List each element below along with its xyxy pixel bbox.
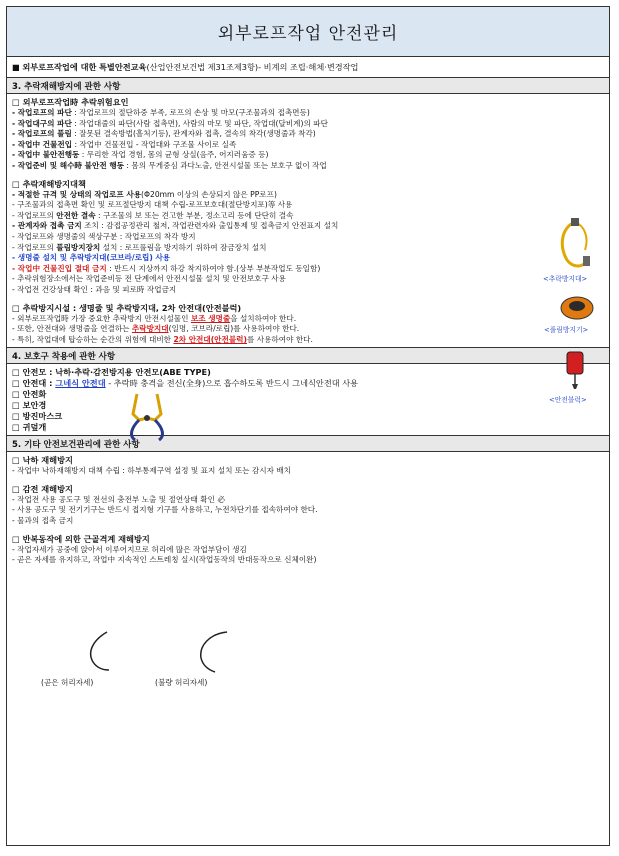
measure-8-red: - 작업中 건물진입 절대 금지 — [12, 263, 107, 273]
msd-line-2: - 곧은 자세를 유지하고, 작업中 지속적인 스트레칭 실시(작업동작의 반대동작으로 신체이완) — [12, 555, 317, 565]
cause-line — [12, 108, 604, 119]
section3-heading: 3. 추락재해방지에 관한 사항 — [7, 78, 609, 94]
measure-3-post: : 구조물의 보 또는 견고한 부분, 정소고리 등에 단단히 결속 — [95, 210, 294, 220]
facility-title: □ 추락방지시설 : 생명줄 및 추락방지대, 2차 안전대(안전블럭) — [12, 302, 242, 313]
facility-line-2 — [12, 324, 604, 335]
measure-line-6 — [12, 243, 604, 254]
causes-title: □ 외부로프작업時 추락위험요인 — [12, 97, 129, 107]
measure-line-2: - 구조물과의 접촉면 확인 및 로프절단방지 대책 수립-로프보호대(절단방지포)等 사용 — [12, 200, 293, 210]
measures-title: □ 추락재해방지대책 — [12, 178, 86, 189]
measure-6-post: 설치 : 로프풀림을 방지하기 위하여 잠금장치 설치 — [100, 242, 267, 252]
cause-line — [12, 150, 604, 161]
facility-1-red: 보조 생명줄 — [190, 313, 231, 323]
measure-line-5: - 작업로프와 생명줄의 색상구분 : 작업로프의 착각 방지 — [12, 231, 196, 241]
intro-post: (산업안전보건법 제31조제3항)- 비계의 조립·해체·변경작업 — [146, 61, 359, 72]
facility-3-post: 를 사용하여야 한다. — [247, 334, 313, 344]
measure-line-3 — [12, 211, 604, 222]
intro-pre: 외부로프작업에 대한 — [22, 61, 97, 72]
elec-line-3: - 물과의 접촉 금지 — [12, 516, 74, 526]
facility-3-red: 2차 안전대(안전블럭) — [173, 334, 247, 344]
measure-4-rest: 조치 : 감접공정관리 철저, 작업관련자와 출입통제 및 접촉금지 안전표지 설치 — [81, 221, 339, 231]
causes-list — [12, 108, 604, 172]
elec-line-2: - 사용 공도구 및 전기기구는 반드시 접지형 기구를 사용하고, 누전차단기를 접속하여야 한다. — [12, 505, 318, 515]
facility-1-post: 을 설치하여야 한다. — [230, 313, 297, 323]
cause-text: : 작업대줄의 파단(사람 접촉면), 사람의 마모 및 파단, 작업대(달비계)의 파단 — [71, 118, 328, 128]
good-posture-icon — [79, 630, 119, 674]
cause-text: : 잘못된 결속방법(흘처기등), 관계자와 접촉, 결속의 착각(생명줄과 착각) — [71, 129, 316, 139]
measure-8-rest: : 반드시 지상까지 하강 착지하여야 함.(상부 부분작업도 동일함) — [106, 263, 321, 273]
cause-label: - 작업中 불안전행동 — [12, 150, 80, 160]
bad-posture-icon — [193, 630, 233, 674]
safety-block-caption: <안전블럭> — [549, 396, 587, 404]
elec-title: □ 감전 재해방지 — [12, 483, 73, 494]
cause-text: : 작업로프의 절단하중 부족, 로프의 손상 및 마모(구조물과의 접촉면등) — [71, 108, 310, 117]
gear-item: □ 안전화 — [12, 389, 47, 400]
msd-line-1: - 작업자세가 공중에 앉아서 이루어지므로 허리에 많은 작업부담이 생김 — [12, 544, 247, 554]
measure-line-8 — [12, 264, 604, 275]
facility-line-3 — [12, 335, 604, 346]
intro-mark: ■ — [12, 62, 20, 72]
page-title: 외부로프작업 안전관리 — [7, 7, 609, 57]
section5-heading: 5. 기타 안전보건관리에 관한 사항 — [7, 435, 609, 452]
facility-3-pre: - 특히, 작업대에 탑승하는 순간의 위험에 대비한 — [12, 334, 174, 344]
gear-harness-blue: 그네식 안전대 — [55, 378, 106, 389]
measure-6-bold: 풀림방지장치 — [56, 242, 101, 252]
unwind-preventer-icon — [559, 292, 595, 322]
cause-line — [12, 161, 604, 172]
facility-line-1 — [12, 314, 604, 325]
measure-1-bold: - 적절한 규격 및 상태의 작업로프 사용 — [12, 189, 142, 199]
gear-harness-pre: □ 안전대 : — [12, 378, 56, 389]
good-posture-caption: (곧은 허리자세) — [41, 678, 94, 688]
msd-title: □ 반복동작에 의한 근골격계 재해방지 — [12, 533, 150, 544]
fall-obj-title: □ 낙하 재해방지 — [12, 455, 73, 466]
section4-heading: 4. 보호구 착용에 관한 사항 — [7, 347, 609, 364]
facility-1-pre: - 외부로프작업時 가장 중요한 추락방지 안전시설물인 — [12, 313, 191, 323]
measure-line-7: - 생명줄 설치 및 추락방지대(코브라/로립) 사용 — [12, 253, 171, 263]
measure-line-10: - 작업전 건강상태 확인 : 과음 및 피로時 작업금지 — [12, 284, 177, 294]
cause-line — [12, 119, 604, 130]
section4-body — [7, 364, 609, 435]
cause-line — [12, 140, 604, 151]
harness-icon — [123, 390, 171, 442]
gear-harness — [12, 378, 604, 389]
intro-line — [7, 57, 609, 78]
facility-2-post: (일명, 코브라/로립)를 사용하여야 한다. — [168, 324, 300, 334]
fall-arrester-icon — [555, 216, 595, 272]
section5-body — [7, 452, 609, 688]
cause-text: : 무리한 작업 경험, 몸의 균형 상실(음주, 어지러움증 등) — [79, 150, 269, 160]
facility-2-red: 추락방지대 — [131, 324, 169, 334]
unwind-preventer-caption: <풀림방지기> — [544, 326, 589, 334]
cause-label: - 작업준비 및 해수時 불안전 행동 — [12, 160, 124, 170]
measure-3-pre: - 작업로프의 — [12, 210, 57, 220]
gear-harness-post: - 추락時 충격을 전신(全身)으로 흡수하도록 반드시 그네식안전대 사용 — [105, 378, 359, 389]
measure-3-bold: 안전한 결속 — [56, 210, 96, 220]
intro-bold: 특별안전교육 — [99, 61, 147, 72]
cause-line — [12, 129, 604, 140]
cause-text: : 몸의 무게중심 과다노출, 안전시설물 또는 보호구 없이 작업 — [124, 160, 327, 170]
fall-arrester-caption: <추락방지대> — [543, 275, 588, 283]
cause-label: - 작업로프의 풀림 — [12, 129, 72, 139]
measure-1-rest: (Φ20mm 이상의 손상되지 않은 PP로프) — [141, 189, 277, 199]
gear-item: □ 귀덮개 — [12, 422, 47, 433]
measure-line-4 — [12, 221, 604, 232]
gear-helmet: □ 안전모 : 낙하·추락·감전방지용 안전모(ABE TYPE) — [12, 367, 211, 378]
gear-item: □ 보안경 — [12, 400, 47, 411]
safety-sheet — [6, 6, 610, 846]
gear-items — [12, 389, 604, 433]
measure-line-9: - 추락위험장소에서는 작업준비등 전 단계에서 안전시설물 설치 및 안전보호구 사용 — [12, 274, 286, 284]
facility-2-pre: - 또한, 안전대와 생명줄을 연결하는 — [12, 324, 132, 334]
fall-obj-line-1: - 작업中 낙하재해방지 대책 수립 : 하부통제구역 설정 및 표지 설치 또는 감시자 배치 — [12, 466, 292, 476]
gear-item: □ 방진마스크 — [12, 411, 63, 422]
measure-4-bold: - 관계자와 접촉 금지 — [12, 221, 82, 231]
measure-6-pre: - 작업로프의 — [12, 242, 57, 252]
elec-line-1: - 작업전 사용 공도구 및 전선의 충전부 노출 및 절연상태 확인 必 — [12, 494, 225, 504]
bad-posture-caption: (불량 허리자세) — [155, 678, 208, 688]
cause-label: - 작업대구의 파단 — [12, 118, 72, 128]
cause-text: : 작업中 건물전입 - 작업대와 구조물 사이로 실족 — [72, 139, 237, 149]
measure-line-1 — [12, 190, 604, 201]
cause-label: - 작업中 건물전입 — [12, 139, 73, 149]
cause-label: - 작업로프의 파단 — [12, 108, 72, 117]
